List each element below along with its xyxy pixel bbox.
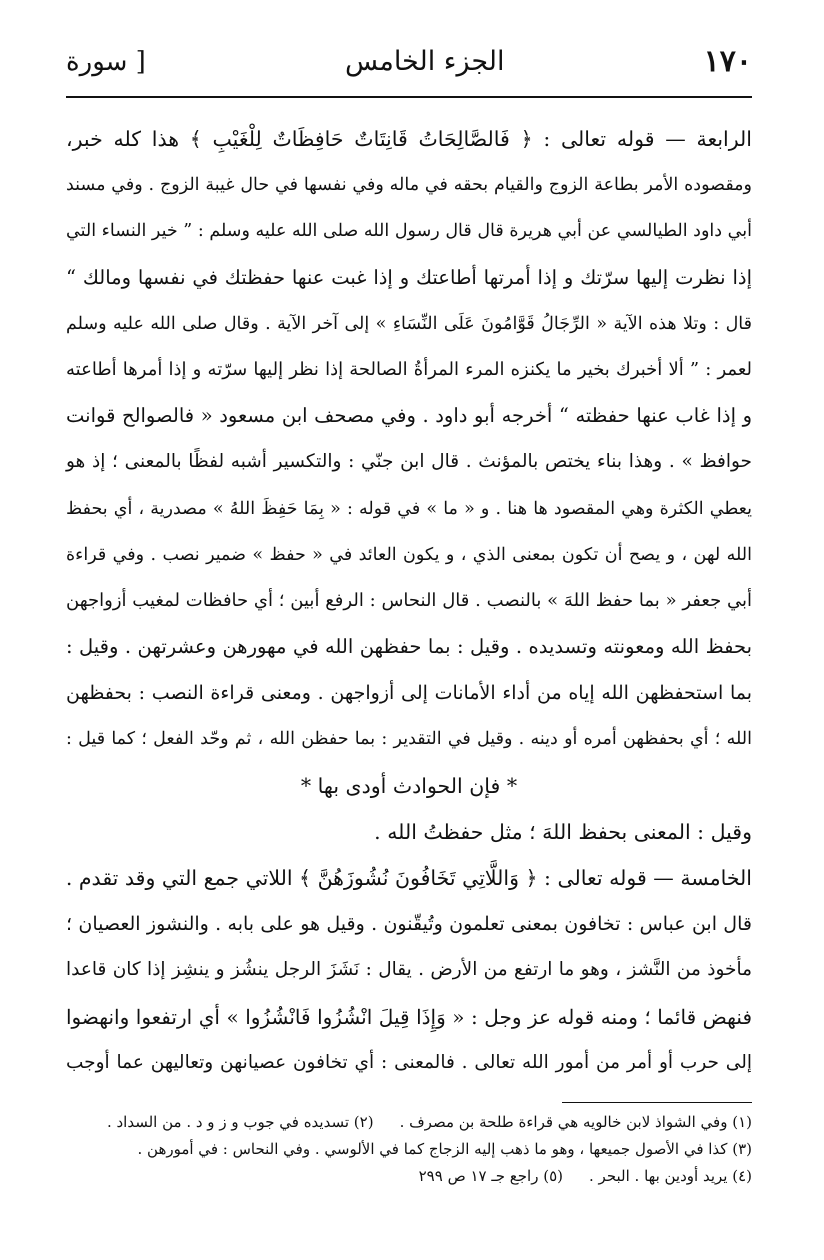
text-line: قال : وتلا هذه الآية « الرِّجَالُ قَوَّامُونَ عَلَى النِّسَاءِ » إلى آخر الآية . وقال صلى الله عليه وسلم [66, 313, 752, 334]
footnote: (٢) تسديده في جوب و ز و د . من السداد . [106, 1112, 374, 1131]
sura-label: [ سورة [66, 47, 146, 77]
text-line: الله لهن ، و يصح أن تكون بمعنى الذي ، و يكون العائد في « حفظ » ضمير نصب . وفي قراءة [66, 544, 752, 565]
text-line: لعمر : ” ألا أخبرك بخير ما يكنزه المرء المرأةُ الصالحة إذا نظر إليها سرّته و إذا أمرها أطاعته [66, 358, 752, 380]
text-line: بما استحفظهن الله إياه من أداء الأمانات إلى أزواجهن . ومعنى قراءة النصب : بحفظهن [66, 682, 752, 705]
footnote: (٥) راجع جـ ١٧ ص ٢٩٩ [418, 1166, 564, 1185]
text-line: وقيل : المعنى بحفظ اللهَ ؛ مثل حفظتُ الله . [374, 819, 752, 844]
text-line: الرابعة — قوله تعالى : ﴿ فَالصَّالِحَاتُ قَانِتَاتٌ حَافِظَاتٌ لِلْغَيْبِ ﴾ هذا كله خبر، [66, 127, 752, 151]
footnote: (٣) كذا في الأصول جميعها ، وهو ما ذهب إليه الزجاج كما في الألوسي . وفي النحاس : في أمورهن . [137, 1139, 752, 1158]
footnote-rule [562, 1102, 752, 1103]
footnote-row [66, 1136, 752, 1163]
text-line: بحفظ الله ومعونته وتسديده . وقيل : بما حفظهن الله في مهورهن وعشرتهن . وقيل : [66, 635, 752, 659]
footnote: (٤) يريد أودين بها . البحر . [589, 1166, 752, 1185]
text-line: إذا نظرت إليها سرّتك و إذا أمرتها أطاعتك و إذا غبت عنها حفظتك في نفسها ومالك “ [66, 265, 752, 289]
text-line: حوافظ » . وهذا بناء يختص بالمؤنث . قال ابن جنّي : والتكسير أشبه لفظًا بالمعنى ؛ إذ هو [66, 451, 752, 473]
header-rule [66, 96, 752, 98]
text-line: الخامسة — قوله تعالى : ﴿ وَاللَّاتِي تَخَافُونَ نُشُوزَهُنَّ ﴾ اللاتي جمع التي وقد تقدم . [65, 866, 752, 890]
text-line: مأخوذ من النَّشز ، وهو ما ارتفع من الأرض . يقال : نَشَزَ الرجل ينشُز و ينشِز إذا كان قاعدا [66, 959, 752, 981]
running-head [66, 40, 752, 84]
text-line: ومقصوده الأمر بطاعة الزوج والقيام بحقه في ماله وفي نفسها في حال غيبة الزوج . وفي مسند [66, 175, 752, 196]
text-line: الله ؛ أي بحفظهن أمره أو دينه . وقيل في التقدير : بما حفظن الله ، ثم وحّد الفعل ؛ كما قيل : [66, 729, 752, 750]
footnote-row [66, 1109, 752, 1136]
text-line: إلى حرب أو أمر من أمور الله تعالى . فالمعنى : أي تخافون عصيانهن وتعاليهن عما أوجب [66, 1051, 752, 1073]
text-line: قال ابن عباس : تخافون بمعنى تعلمون وتُيقّنون . وقيل هو على بابه . والنشوز العصيان ؛ [66, 913, 752, 936]
text-line: فنهض قائما ؛ ومنه قوله عز وجل : « وَإِذَا قِيلَ انْشُزُوا فَانْشُزُوا » أي ارتفعوا وانهضوا [66, 1004, 752, 1029]
text-line: أبي داود الطيالسي عن أبي هريرة قال قال رسول الله صلى الله عليه وسلم : ” خير النساء التي [66, 221, 752, 242]
poetry-verse: * فإن الحوادث أودى بها * [300, 773, 518, 798]
footnote-row [66, 1163, 752, 1190]
footnotes [66, 1109, 752, 1190]
footnote: (١) وفي الشواذ لابن خالويه هي قراءة طلحة بن مصرف . [399, 1112, 752, 1131]
page-number: ١٧٠ [703, 44, 752, 79]
text-line: و إذا غاب عنها حفظته “ أخرجه أبو داود . وفي مصحف ابن مسعود « فالصوالح قوانت [66, 404, 752, 428]
part-title: الجزء الخامس [344, 46, 505, 77]
text-line: يعطي الكثرة وهي المقصود ها هنا . و « ما » في قوله : « بِمَا حَفِظَ اللهُ » مصدرية ، أي بحفظ [66, 498, 752, 519]
body-text [66, 116, 752, 1086]
text-line: أبي جعفر « بما حفظ اللهَ » بالنصب . قال النحاس : الرفع أبين ؛ أي حافظات لمغيب أزواجهن [66, 589, 752, 611]
